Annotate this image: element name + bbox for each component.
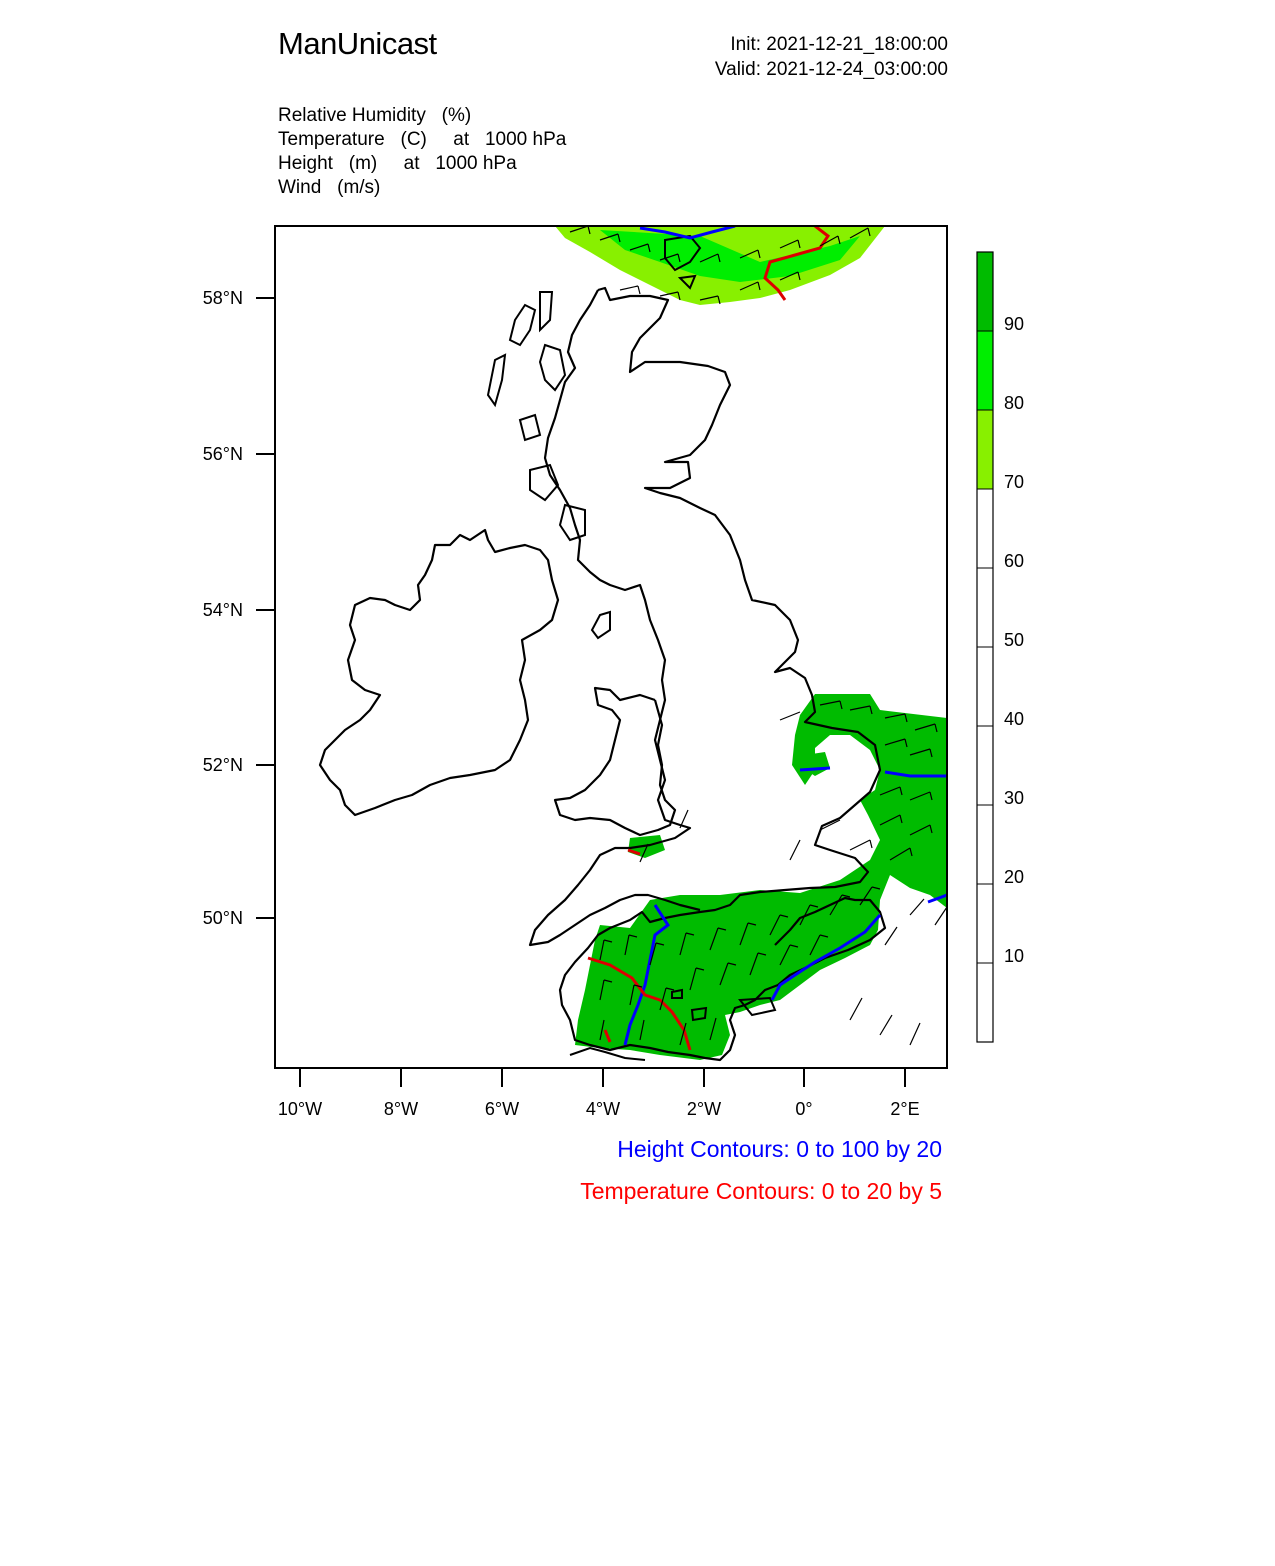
island-hebrides bbox=[488, 292, 552, 405]
field-temperature: Temperature (C) at 1000 hPa bbox=[278, 129, 567, 150]
latitude-axis bbox=[256, 298, 275, 918]
lat-label-50n: 50°N bbox=[202, 908, 243, 928]
colorbar bbox=[977, 252, 993, 1042]
map-content bbox=[320, 226, 947, 1060]
colorbar-swatch-below-70 bbox=[977, 489, 993, 1042]
field-relative-humidity: Relative Humidity (%) bbox=[278, 105, 472, 126]
height-contours-legend: Height Contours: 0 to 100 by 20 bbox=[617, 1136, 942, 1162]
longitude-axis bbox=[300, 1068, 905, 1087]
colorbar-swatch-70-80 bbox=[977, 410, 993, 489]
lon-label-10w: 10°W bbox=[277, 1099, 323, 1119]
colorbar-label-10: 10 bbox=[1004, 946, 1025, 966]
lon-label-0: 0° bbox=[795, 1099, 813, 1119]
lat-label-58n: 58°N bbox=[202, 288, 243, 308]
chart-title: ManUnicast bbox=[278, 26, 437, 61]
colorbar-label-40: 40 bbox=[1004, 709, 1025, 729]
init-time: Init: 2021-12-21_18:00:00 bbox=[730, 34, 948, 55]
lon-label-2e: 2°E bbox=[890, 1099, 920, 1119]
colorbar-swatch-80-90 bbox=[977, 331, 993, 410]
colorbar-label-20: 20 bbox=[1004, 867, 1025, 887]
valid-time: Valid: 2021-12-24_03:00:00 bbox=[714, 59, 948, 80]
lon-label-4w: 4°W bbox=[585, 1099, 621, 1119]
colorbar-label-70: 70 bbox=[1004, 472, 1025, 492]
temperature-contours-legend: Temperature Contours: 0 to 20 by 5 bbox=[580, 1178, 942, 1204]
island-isle-of-man bbox=[592, 612, 610, 638]
field-height: Height (m) at 1000 hPa bbox=[278, 153, 517, 174]
rh-shade-southeast bbox=[575, 694, 947, 1060]
colorbar-swatch-above-90 bbox=[977, 252, 993, 331]
coastline-wales bbox=[555, 688, 675, 835]
colorbar-label-60: 60 bbox=[1004, 551, 1025, 571]
lat-label-52n: 52°N bbox=[202, 755, 243, 775]
height-contour-wash bbox=[800, 768, 830, 770]
colorbar-label-90: 90 bbox=[1004, 314, 1025, 334]
lon-label-6w: 6°W bbox=[484, 1099, 520, 1119]
colorbar-label-80: 80 bbox=[1004, 393, 1025, 413]
island-skye bbox=[520, 345, 565, 440]
lon-label-2w: 2°W bbox=[686, 1099, 722, 1119]
field-wind: Wind (m/s) bbox=[278, 177, 381, 198]
colorbar-label-30: 30 bbox=[1004, 788, 1025, 808]
colorbar-label-50: 50 bbox=[1004, 630, 1025, 650]
coastline-ireland bbox=[320, 530, 558, 815]
lat-label-54n: 54°N bbox=[202, 600, 243, 620]
lon-label-8w: 8°W bbox=[383, 1099, 419, 1119]
lat-label-56n: 56°N bbox=[202, 444, 243, 464]
